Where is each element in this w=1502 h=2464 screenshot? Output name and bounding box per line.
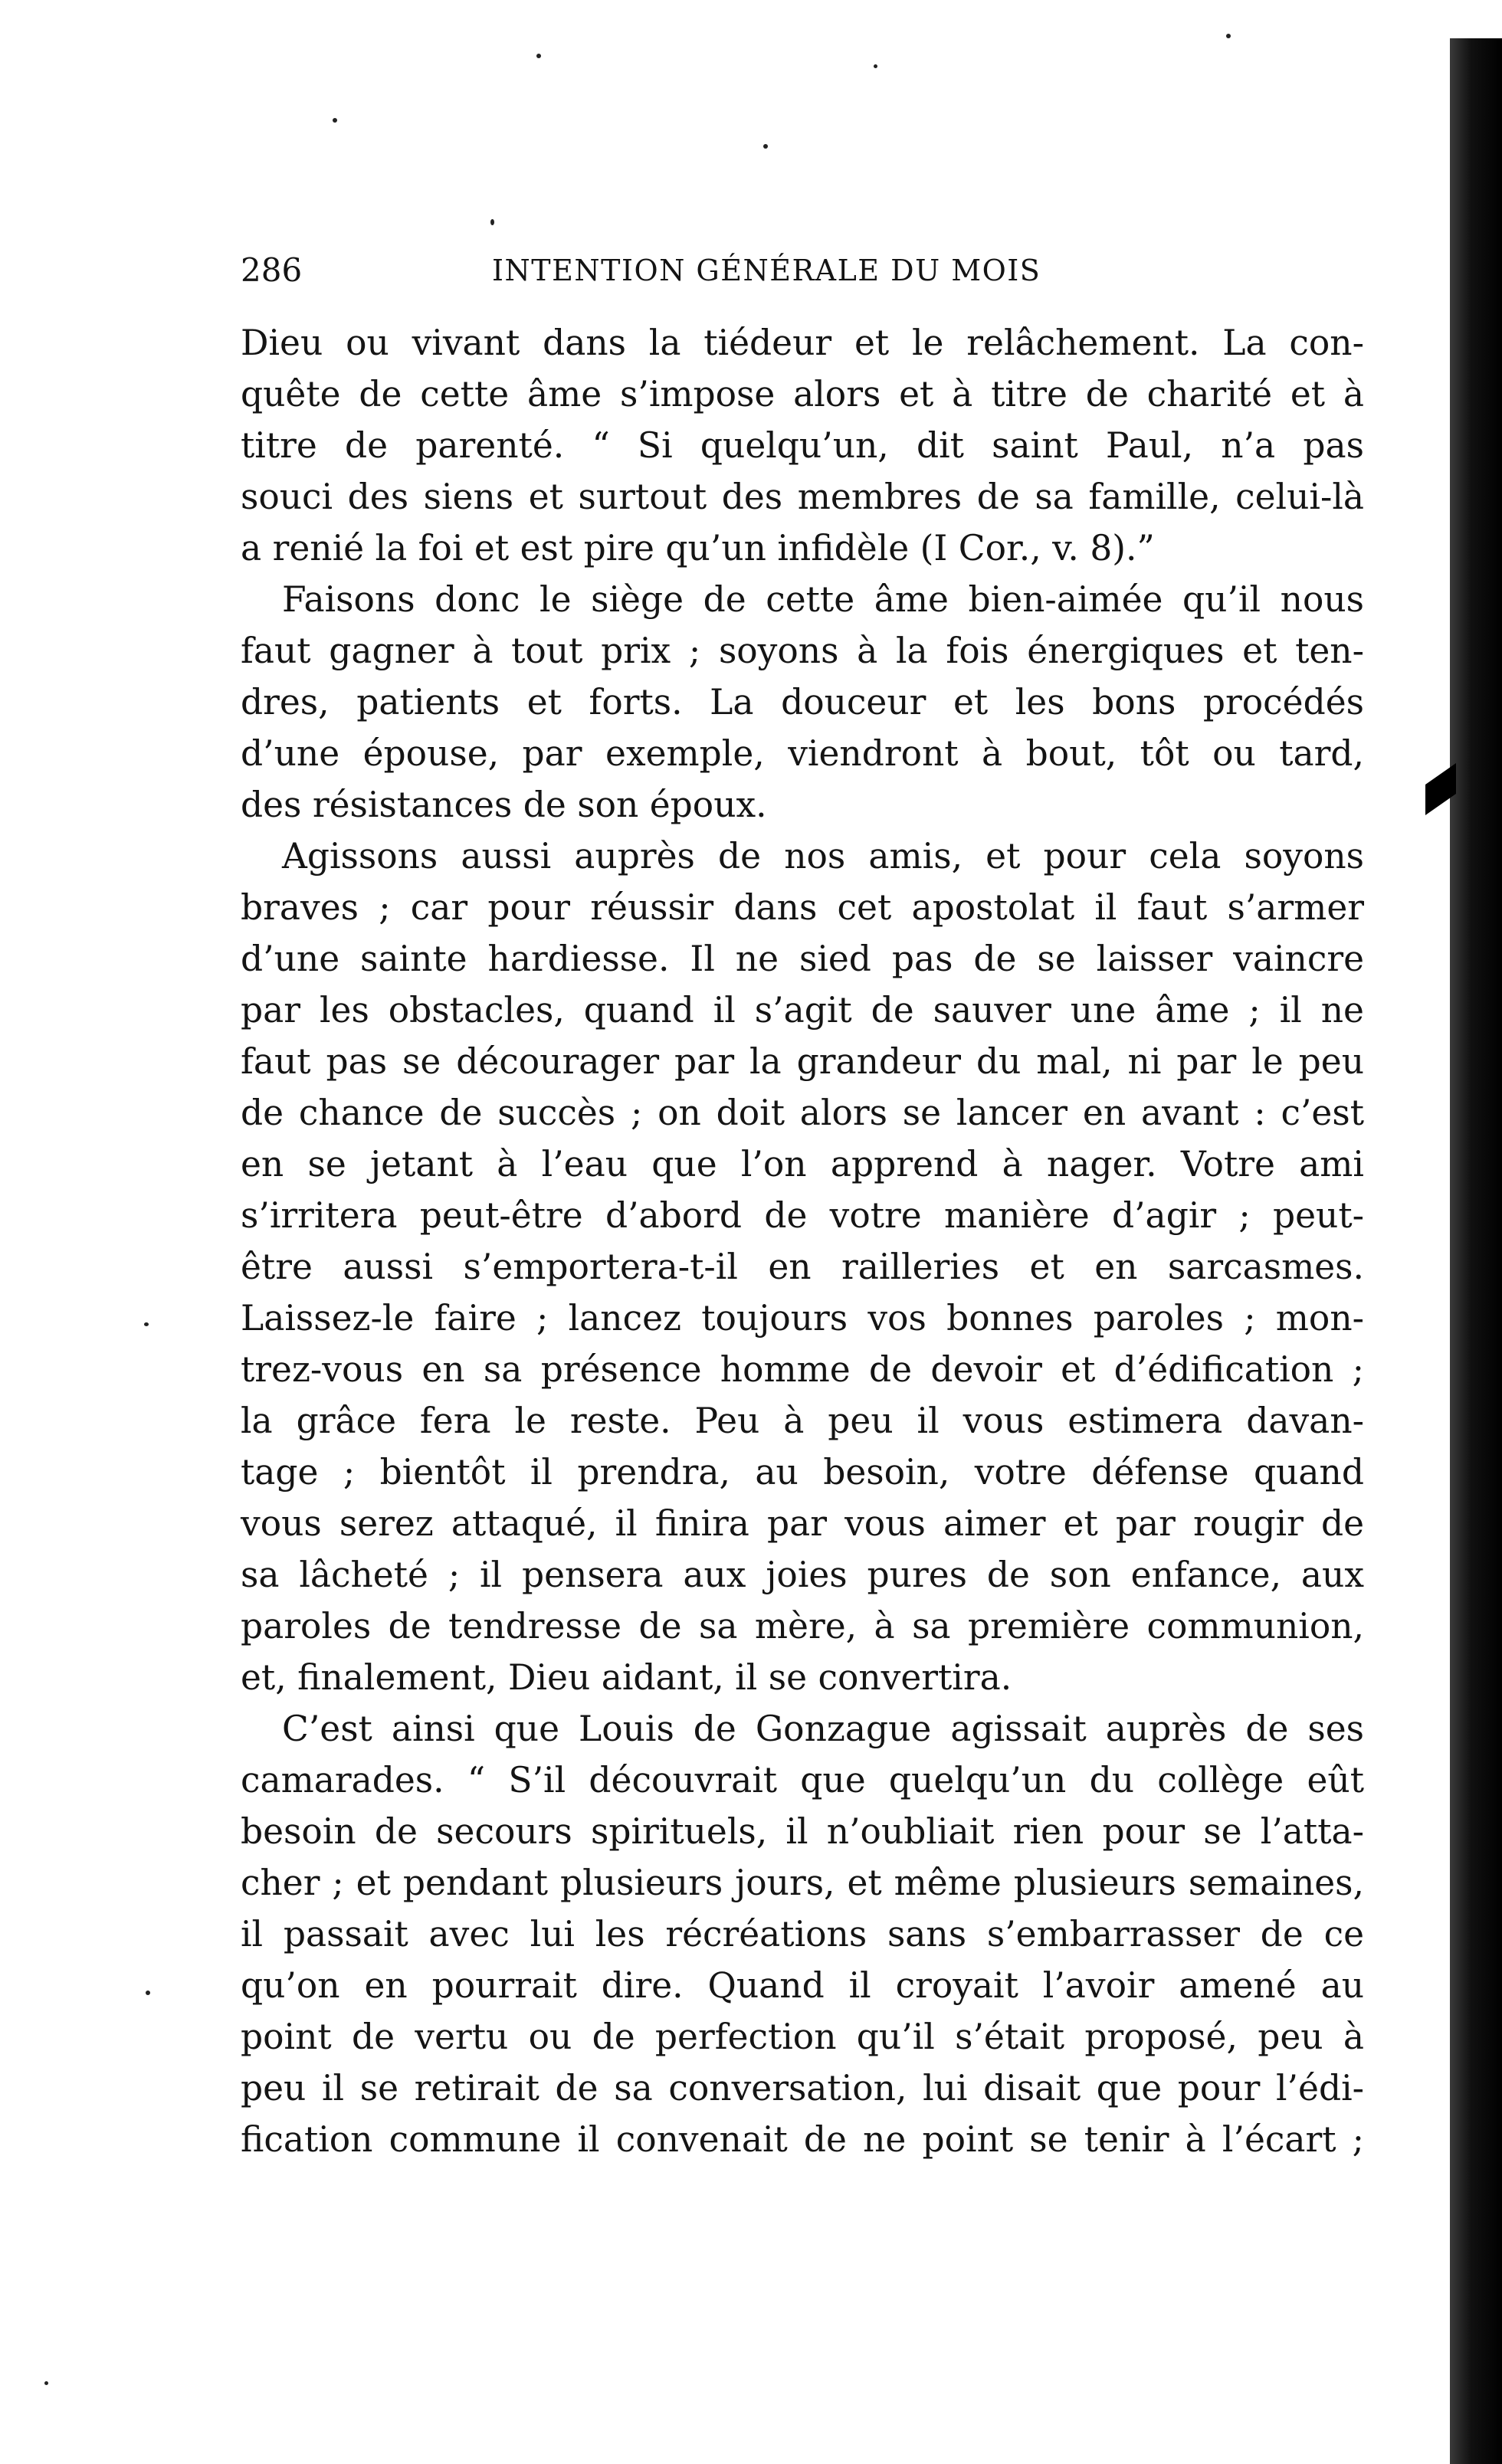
scan-speck — [1226, 34, 1231, 38]
text-line: cher ; et pendant plusieurs jours, et même plusieurs semaines, — [241, 1863, 1364, 1903]
text-line: vous serez attaqué, il finira par vous aimer et par rougir de — [241, 1503, 1364, 1544]
scanned-binding-edge — [1450, 38, 1502, 2464]
text-line: peu il se retirait de sa conversation, lui disait que pour l’édi- — [241, 2068, 1364, 2108]
scan-speck — [490, 219, 494, 225]
text-line: faut pas se décourager par la grandeur du mal, ni par le peu — [241, 1041, 1364, 1082]
text-line: faut gagner à tout prix ; soyons à la fois énergiques et ten- — [241, 631, 1364, 671]
scan-speck — [536, 54, 541, 58]
text-line: tage ; bientôt il prendra, au besoin, votre défense quand — [241, 1452, 1364, 1492]
scan-speck — [333, 118, 337, 123]
running-title: INTENTION GÉNÉRALE DU MOIS — [492, 254, 1041, 287]
text-line: des résistances de son époux. — [241, 785, 767, 825]
text-line: d’une sainte hardiesse. Il ne sied pas de se laisser vaincre — [241, 939, 1364, 979]
text-line: en se jetant à l’eau que l’on apprend à nager. Votre ami — [241, 1144, 1364, 1184]
text-line: par les obstacles, quand il s’agit de sauver une âme ; il ne — [241, 990, 1364, 1030]
text-line: Dieu ou vivant dans la tiédeur et le relâchement. La con- — [241, 323, 1364, 363]
text-line: d’une épouse, par exemple, viendront à bout, tôt ou tard, — [241, 733, 1364, 774]
text-line: et, finalement, Dieu aidant, il se convertira. — [241, 1657, 1012, 1698]
text-line: Faisons donc le siège de cette âme bien-aimée qu’il nous — [282, 579, 1364, 620]
text-line: quête de cette âme s’impose alors et à titre de charité et à — [241, 374, 1364, 414]
text-line: camarades. “ S’il découvrait que quelqu’un du collège eût — [241, 1760, 1364, 1800]
text-line: fication commune il convenait de ne point se tenir à l’écart ; — [241, 2119, 1364, 2160]
text-line: braves ; car pour réussir dans cet apostolat il faut s’armer — [241, 887, 1364, 928]
body-text — [241, 317, 1364, 2165]
scan-speck — [44, 2381, 48, 2385]
scan-speck — [144, 1322, 149, 1326]
text-line: besoin de secours spirituels, il n’oubliait rien pour se l’atta- — [241, 1811, 1364, 1852]
text-line: paroles de tendresse de sa mère, à sa première communion, — [241, 1606, 1364, 1646]
text-line: il passait avec lui les récréations sans s’embarrasser de ce — [241, 1914, 1364, 1954]
text-line: être aussi s’emportera-t-il en railleries et en sarcasmes. — [241, 1247, 1364, 1287]
text-line: dres, patients et forts. La douceur et les bons procédés — [241, 682, 1364, 722]
text-line: trez-vous en sa présence homme de devoir et d’édification ; — [241, 1349, 1364, 1390]
text-line: C’est ainsi que Louis de Gonzague agissait auprès de ses — [282, 1709, 1364, 1749]
text-line: sa lâcheté ; il pensera aux joies pures de son enfance, aux — [241, 1555, 1364, 1595]
text-line: s’irritera peut-être d’abord de votre manière d’agir ; peut- — [241, 1195, 1364, 1236]
text-line: Laissez-le faire ; lancez toujours vos bonnes paroles ; mon- — [241, 1298, 1364, 1338]
text-line: a renié la foi et est pire qu’un infidèle (I Cor., v. 8).” — [241, 528, 1155, 568]
scan-speck — [874, 64, 877, 68]
scan-speck — [146, 1991, 150, 1995]
text-line: qu’on en pourrait dire. Quand il croyait l’avoir amené au — [241, 1965, 1364, 2006]
text-line: la grâce fera le reste. Peu à peu il vous estimera davan- — [241, 1401, 1364, 1441]
scan-speck — [763, 144, 768, 149]
text-line: Agissons aussi auprès de nos amis, et pour cela soyons — [282, 836, 1364, 876]
text-line: point de vertu ou de perfection qu’il s’était proposé, peu à — [241, 2017, 1364, 2057]
text-line: titre de parenté. “ Si quelqu’un, dit saint Paul, n’a pas — [241, 425, 1364, 466]
text-line: souci des siens et surtout des membres de sa famille, celui-là — [241, 477, 1364, 517]
text-line: de chance de succès ; on doit alors se lancer en avant : c’est — [241, 1093, 1364, 1133]
page-number: 286 — [241, 251, 303, 289]
page-header — [241, 244, 1459, 297]
